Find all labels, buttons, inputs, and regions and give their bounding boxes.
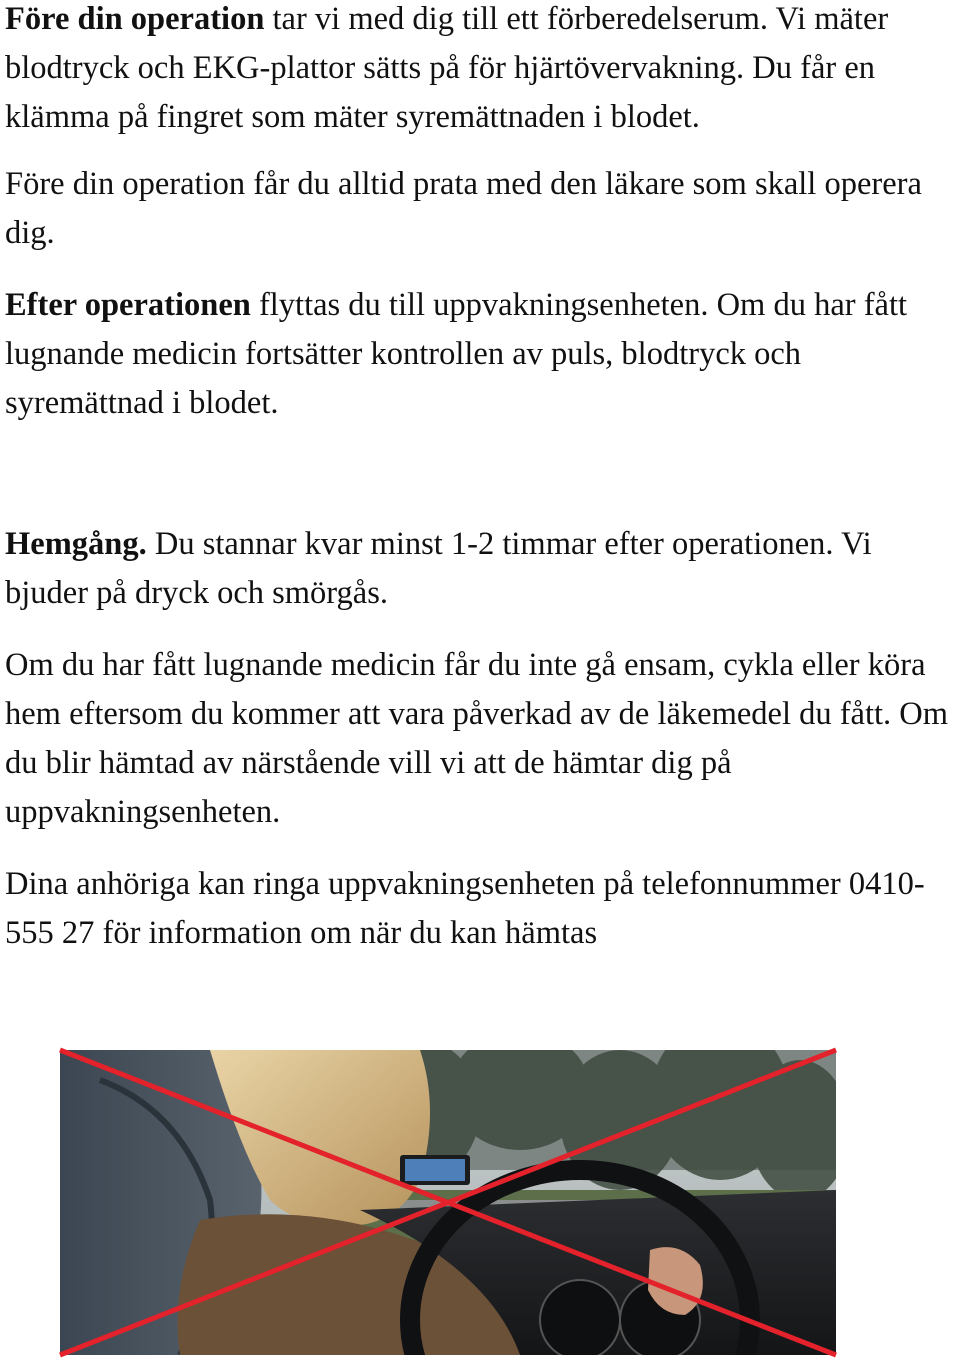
text-after-operation: flyttas du till uppvakningsenheten. Om du har fått lugnande medicin fortsätter kontrollen av puls, blodtryck och syremättnad i blodet. <box>5 287 908 421</box>
paragraph-after-operation <box>5 281 957 428</box>
text-before-operation: tar vi med dig till ett förberedelserum. Vi mäter blodtryck och EKG-plattor sätts på för hjärtövervakning. Du får en klämma på fingret som mäter syremättnaden i blodet. <box>5 1 889 135</box>
paragraph-going-home <box>5 520 957 618</box>
text-talk-to-doctor: Före din operation får du alltid prata med den läkare som skall operera dig. <box>5 166 922 251</box>
paragraph-sedation-warning <box>5 641 957 837</box>
paragraph-before-operation <box>5 0 957 142</box>
heading-going-home: Hemgång. <box>5 526 147 562</box>
text-going-home: Du stannar kvar minst 1-2 timmar efter operationen. Vi bjuder på dryck och smörgås. <box>5 526 872 611</box>
heading-after-operation: Efter operationen <box>5 287 251 323</box>
paragraph-relatives-phone <box>5 860 957 958</box>
driving-photo <box>60 1050 836 1355</box>
heading-before-operation: Före din operation <box>5 1 265 37</box>
text-sedation-warning: Om du har fått lugnande medicin får du inte gå ensam, cykla eller köra hem eftersom du kommer att vara påverkad av de läkemedel du fått. Om du blir hämtad av närstående vill vi att de hämtar dig på uppvakningsenheten. <box>5 647 949 830</box>
paragraph-talk-to-doctor <box>5 160 957 258</box>
car-interior-illustration <box>60 1050 836 1355</box>
text-relatives-phone: Dina anhöriga kan ringa uppvakningsenheten på telefonnummer 0410-555 27 för information om när du kan hämtas <box>5 866 925 951</box>
